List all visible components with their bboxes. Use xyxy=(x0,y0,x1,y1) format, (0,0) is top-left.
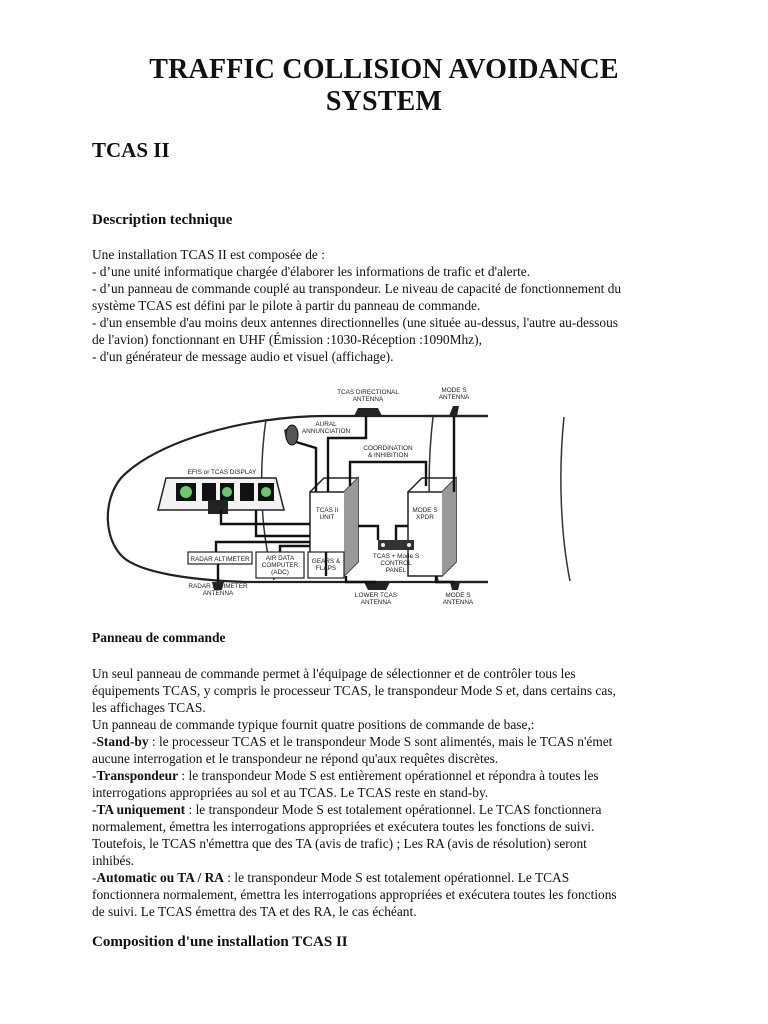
mode-term: TA uniquement xyxy=(96,802,186,817)
label-gears-flaps: GEARS & FLAPS xyxy=(311,558,341,572)
subtitle: TCAS II xyxy=(92,138,170,162)
panneau-line xyxy=(92,903,707,920)
title-line-1: TRAFFIC COLLISION AVOIDANCE xyxy=(149,54,619,85)
wire xyxy=(396,526,408,540)
mode-s-antenna-bottom-shape xyxy=(450,582,460,590)
panneau-line-text: fonctionnera normalement, émettra les interrogations appropriées et exécutera toutes les fonctions xyxy=(92,887,617,902)
label-aural-annunciation: AURAL ANNUNCIATION xyxy=(301,421,351,435)
label-control-panel: TCAS + Mode S CONTROL PANEL xyxy=(372,553,420,574)
wire xyxy=(346,576,376,582)
panneau-line xyxy=(92,665,707,682)
frame-line xyxy=(561,417,570,581)
wire xyxy=(436,576,454,582)
label-tcas-directional-antenna: TCAS DIRECTIONAL ANTENNA xyxy=(337,389,399,403)
panneau-line-text: Un seul panneau de commande permet à l'équipage de sélectionner et de contrôler tous les xyxy=(92,666,576,681)
panneau-line-text: interrogations appropriées au sol et au TCAS. Le TCAS reste en stand-by. xyxy=(92,785,489,800)
description-line: - d’un panneau de commande couplé au transpondeur. Le niveau de capacité de fonctionnement du xyxy=(92,281,622,296)
panneau-line: -Automatic ou TA / RA : le transpondeur Mode S est totalement opérationnel. Le TCAS xyxy=(92,870,570,885)
section-heading-composition: Composition d'une installation TCAS II xyxy=(92,934,348,950)
label-mode-s-antenna-top: MODE S ANTENNA xyxy=(438,387,470,401)
panneau-line xyxy=(92,784,707,801)
panneau-line xyxy=(92,818,707,835)
panneau-line-text: Un panneau de commande typique fournit quatre positions de commande de base,: xyxy=(92,717,535,732)
panneau-line: -Transpondeur : le transpondeur Mode S est entièrement opérationnel et répondra à toutes les xyxy=(92,768,599,783)
panneau-line-text: de suivi. Le TCAS émettra des TA et des RA, le cas échéant. xyxy=(92,904,417,919)
panneau-line-text: inhibés. xyxy=(92,853,135,868)
panneau-line-text: équipements TCAS, y compris le processeur TCAS, le transpondeur Mode S et, dans certains cas, xyxy=(92,683,616,698)
panneau-line-text: : le transpondeur Mode S est entièrement opérationnel et répondra à toutes les xyxy=(178,768,599,783)
description-line: de l'avion) fonctionnant en UHF (Émission :1030-Réception :1090Mhz), xyxy=(92,332,482,347)
panneau-line-text: : le transpondeur Mode S est totalement opérationnel. Le TCAS xyxy=(223,870,570,885)
label-mode-s-xpdr: MODE S XPDR xyxy=(412,507,438,521)
panneau-line: -Stand-by : le processeur TCAS et le transpondeur Mode S sont alimentés, mais le TCAS n'émet xyxy=(92,734,613,749)
label-lower-tcas-antenna: LOWER TCAS ANTENNA xyxy=(354,592,398,606)
document-title xyxy=(0,54,768,118)
label-mode-s-antenna-bottom: MODE S ANTENNA xyxy=(442,592,474,606)
lower-tcas-antenna-shape xyxy=(364,582,390,590)
wire xyxy=(221,510,310,524)
title-line-2: SYSTEM xyxy=(325,86,443,117)
description-paragraph xyxy=(92,246,707,365)
panneau-line-text: : le processeur TCAS et le transpondeur Mode S sont alimentés, mais le TCAS n'émet xyxy=(148,734,613,749)
description-line: - d'un générateur de message audio et visuel (affichage). xyxy=(92,349,394,364)
label-radar-altimeter: RADAR ALTIMETER xyxy=(190,556,250,563)
tcas-directional-antenna-shape xyxy=(354,408,382,416)
tcas-installation-diagram xyxy=(96,386,648,606)
wire xyxy=(280,546,310,552)
description-line: Une installation TCAS II est composée de : xyxy=(92,247,325,262)
label-radar-altimeter-antenna: RADAR ALTIMETER ANTENNA xyxy=(188,583,248,597)
panneau-line xyxy=(92,716,707,733)
panneau-line xyxy=(92,852,707,869)
panneau-line: -TA uniquement : le transpondeur Mode S est totalement opérationnel. Le TCAS fonctionnera xyxy=(92,802,602,817)
panneau-line-text: : le transpondeur Mode S est totalement opérationnel. Le TCAS fonctionnera xyxy=(185,802,602,817)
panneau-line xyxy=(92,886,707,903)
wire xyxy=(296,442,316,492)
label-tcas-unit: TCAS II UNIT xyxy=(315,507,339,521)
label-efis-display: EFIS or TCAS DISPLAY xyxy=(187,469,257,476)
panneau-line-text: les affichages TCAS. xyxy=(92,700,206,715)
wire xyxy=(350,462,426,486)
mode-term: Transpondeur xyxy=(96,768,179,783)
panneau-line-text: normalement, émettra les interrogations appropriées et exécutera toutes les fonctions de suivi. xyxy=(92,819,595,834)
panneau-line xyxy=(92,835,707,852)
mode-s-antenna-top-shape xyxy=(449,406,459,416)
description-line: - d'un ensemble d'au moins deux antennes directionnelles (une située au-dessus, l'autre au-dessous xyxy=(92,315,618,330)
panneau-line xyxy=(92,682,707,699)
mode-term: Stand-by xyxy=(96,734,149,749)
panneau-line xyxy=(92,750,707,767)
description-line: - d’une unité informatique chargée d'élaborer les informations de trafic et d'alerte. xyxy=(92,264,531,279)
mode-term: Automatic ou TA / RA xyxy=(96,870,224,885)
description-line: système TCAS est défini par le pilote à partir du panneau de commande. xyxy=(92,298,481,313)
label-air-data-computer: AIR DATA COMPUTER (ADC) xyxy=(261,555,299,576)
mode-s-xpdr-box xyxy=(408,478,456,576)
wire xyxy=(358,526,378,540)
section-heading-description: Description technique xyxy=(92,212,233,228)
panneau-line xyxy=(92,699,707,716)
label-coordination: COORDINATION & INHIBITION xyxy=(363,445,413,459)
section-heading-panneau: Panneau de commande xyxy=(92,630,226,645)
panneau-paragraph xyxy=(92,665,707,920)
panneau-line-text: Toutefois, le TCAS n'émettra que des TA (avis de trafic) ; Les RA (avis de résolution) seront xyxy=(92,836,587,851)
panneau-line-text: aucune interrogation et le transpondeur ne répond qu'aux requêtes discrètes. xyxy=(92,751,499,766)
